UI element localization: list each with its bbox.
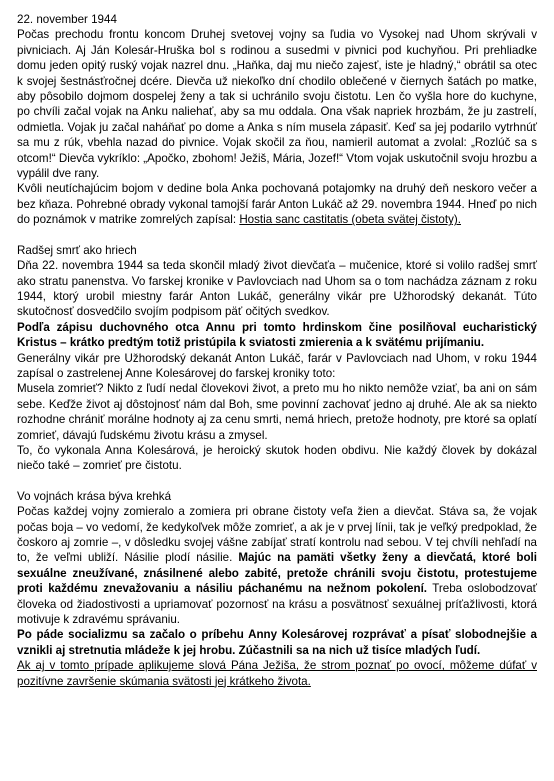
paragraph-quote: Musela zomrieť? Nikto z ľudí nedal človekovi život, a preto mu ho nikto nemôže vziať, ba ani on sám sebe. Keďže život aj dôstojnosť nám dal Boh, sme povinní zachovať jedno aj druhé. Ale ak sa niekto rozhodne chrániť morálne hodnoty aj za cenu smrti, nemá hriech, pretože hodnoty, pre ktoré sa oplatí zomrieť, dávajú ľudskému životu krásu a zmysel. [17,382,537,442]
war-text: Počas každej vojny zomieralo a zomiera pri obrane čistoty veľa žien a dievčat. Stáva sa, že vojak počas boja – vo vedomí, že kedykoľvek môže zomrieť, a ak je v prvej línii, tak je veľký predpoklad, že čoskoro aj zomrie –, v dôsledku svojej vášne zabíjať stratí kontrolu nad sebou. V tej chvíli nehľadí na to, že veľmi ubliží. Násilie plodí násilie. [17,505,537,565]
war-tail: Treba oslobodzovať človeka od žiadostivosti a upriamovať pozornosť na krásu a posvätnosť sexuálnej príťažlivosti, ktorá motivuje k zdravému správaniu. [17,582,537,627]
burial-text: Kvôli neutíchajúcim bojom v dedine bola Anka pochovaná potajomky na druhý deň neskoro večer a bez kňaza. Pohrebné obrady vykonal tamojší farár Anton Lukáč až 29. novembra 1944. Hneď po nich do poznámok v matrike zomrelých zapísal: [17,182,537,227]
date-heading: 22. november 1944 [17,13,117,26]
paragraph-eucharist: Podľa zápisu duchovného otca Annu pri tomto hrdinskom čine posilňoval eucharistický Kristus – krátko predtým totiž pristúpila k sviatosti zmierenia a k svätému prijímaniu. [17,320,537,350]
hostia-quote: Hostia sanc castitatis (obeta svätej čistoty). [239,213,461,227]
section-spacer [17,474,537,489]
section-title-war-beauty: Vo vojnách krása býva krehká [17,489,172,503]
war-protest: Majúc na pamäti všetky ženy a dievčatá, ktoré boli sexuálne zneužívané, znásilnené alebo zabité, pretože chránili svoju čistotu, protestujeme proti každému znevažovaniu a násiliu páchanému na nežnom pokolení. [17,551,537,596]
paragraph-burial [17,181,537,227]
paragraph-story: Počas prechodu frontu koncom Druhej svetovej vojny sa ľudia vo Vysokej nad Uhom skrývali v pivniciach. Aj Ján Kolesár-Hruška bol s rodinou a susedmi v pivnici pod kuchyňou. Pri prehliadke domu jeden opitý ruský vojak nazrel dnu. „Haňka, daj mu niečo zajesť, iste je hladný,“ obrátil sa otec k svojej šestnásťročnej dcére. Dievča už niekoľko dní chodilo oblečené v čiernych šatách po matke, aby pôsobilo dojmom dospelej ženy a tak si uchránilo svoju čistotu. Len čo vyšla hore do kuchyne, po chvíli začal vojak na Anku naliehať, aby sa mu oddala. Ona však napriek hrozbám, že ju zastrelí, odmietla. Vojak ju začal naháňať po dome a Anka s ním musela zápasiť. Keď sa jej podarilo vytrhnúť sa mu z rúk, vbehla nazad do pivnice. Vojak skočil za ňou, namieril automat a zvolal: „Rozlúč sa s otcom!“ Dievča vykríklo: „Apočko, zbohom! Ježiš, Mária, Jozef!“ Vtom vojak uskutočnil svoju hrozbu a vypálil dve rany. [17,28,537,181]
paragraph-socialism: Po páde socializmu sa začalo o príbehu Anny Kolesárovej rozprávať a písať slobodnejšie a vznikli aj stretnutia mládeže k jej hrobu. Zúčastnili sa na nich už tisíce mladých ľudí. [17,628,537,657]
paragraph-closing: Ak aj v tomto prípade aplikujeme slová Pána Ježiša, že strom poznať po ovocí, môžeme dúfať v pozitívne završenie skúmania svätosti jej krátkeho života. [17,659,537,688]
paragraph-chronicle: Dňa 22. novembra 1944 sa teda skončil mladý život dievčaťa – mučenice, ktoré si volilo radšej smrť ako stratu panenstva. Vo farskej kronike v Pavlovciach nad Uhom sa o tom nachádza záznam z roku 1944, ktorý urobil miestny farár Anton Lukáč, generálny vikár pre Užhorodský dekanát. Túto skutočnosť dosvedčilo svojím podpisom päť očitých svedkov. [17,259,537,319]
paragraph-vicar: Generálny vikár pre Užhorodský dekanát Anton Lukáč, farár v Pavlovciach nad Uhom, v roku 1944 zapísal o zastrelenej Anne Kolesárovej do farskej kroniky toto: [17,351,537,380]
paragraph-heroic: To, čo vykonala Anna Kolesárová, je heroický skutok hoden obdivu. Nie každý človek by dokázal niečo také – zomrieť pre čistotu. [17,443,537,473]
section-spacer [17,228,537,243]
paragraph-war [17,504,537,627]
section-title-death-over-sin: Radšej smrť ako hriech [17,243,137,257]
